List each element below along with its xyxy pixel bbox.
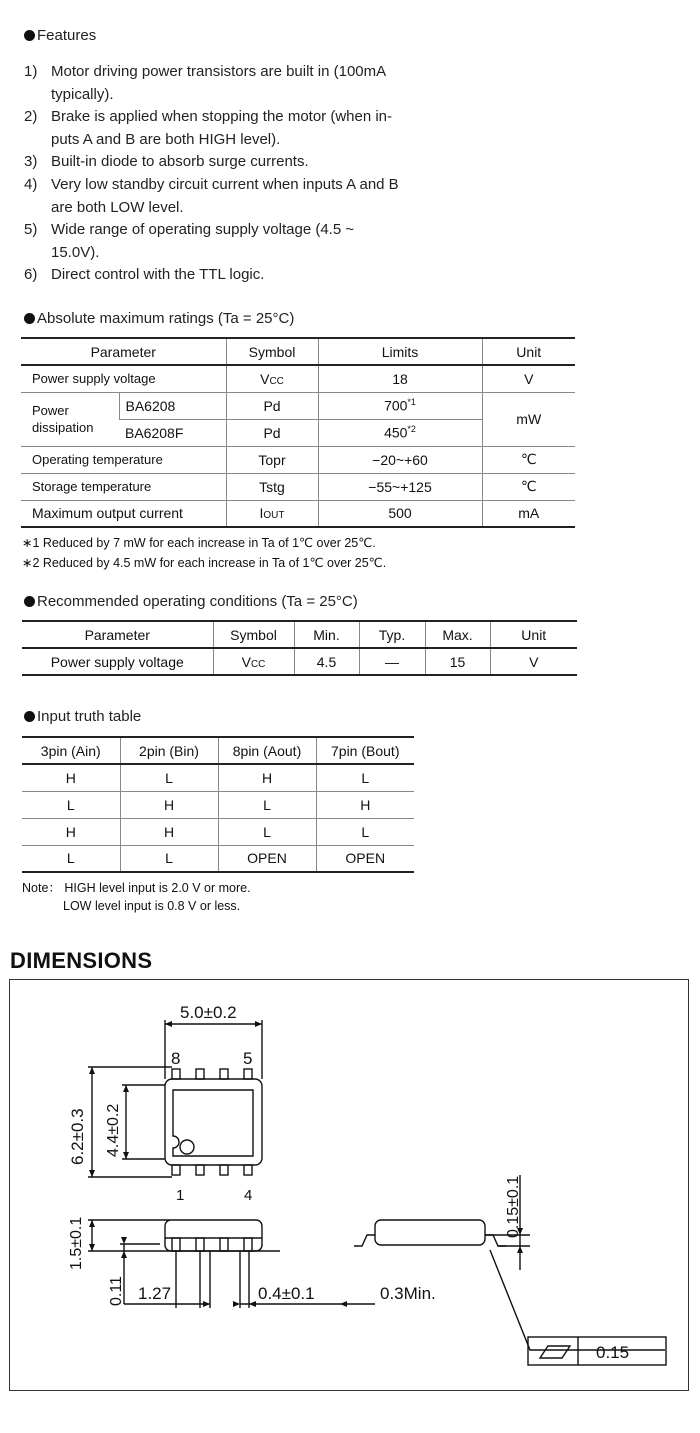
abs-max-heading: Absolute maximum ratings (Ta = 25°C) [24, 310, 294, 327]
bullet-icon [24, 711, 35, 722]
recommended-table [22, 620, 577, 676]
footnote-2: ∗2 Reduced by 4.5 mW for each increase in Ta of 1℃ over 25℃. [22, 556, 387, 570]
dim-lead-width: 0.4±0.1 [258, 1284, 315, 1303]
header-unit: Unit [482, 338, 575, 365]
bullet-icon [24, 30, 35, 41]
header-unit: Unit [490, 621, 577, 648]
symbol-iout: IOUT [226, 500, 318, 527]
dim-height-outer: 6.2±0.3 [68, 1108, 87, 1165]
table-row: L H L H [22, 791, 414, 818]
table-row: Power supply voltage VCC 4.5 — 15 V [22, 648, 577, 675]
table-row: Power dissipation BA6208 Pd 700$^{*1}$ mW [21, 392, 575, 419]
dimensions-heading: DIMENSIONS [10, 948, 153, 973]
dim-lead-length: 0.3Min. [380, 1284, 436, 1303]
symbol-vcc: VCC [226, 365, 318, 392]
table-row: L L OPEN OPEN [22, 845, 414, 872]
truth-heading: Input truth table [24, 708, 141, 725]
dimensions-drawing-frame [9, 979, 689, 1391]
table-row: Power supply voltage VCC 18 V [21, 365, 575, 392]
table-row: Operating temperature Topr −20~+60 ℃ [21, 446, 575, 473]
pin-label-5: 5 [243, 1049, 253, 1068]
limits-pd-2: 450$^{*2}$ [318, 419, 482, 446]
dim-width: 5.0±0.2 [180, 1003, 237, 1022]
truth-note: Note： HIGH level input is 2.0 V or more. [22, 881, 251, 895]
dim-thickness: 1.5±0.1 [68, 1216, 85, 1270]
table-row: Maximum output current IOUT 500 mA [21, 500, 575, 527]
table-row: H H L L [22, 818, 414, 845]
param-power-dissipation: Power dissipation [21, 392, 119, 446]
limits-pd-1: 700$^{*1}$ [318, 392, 482, 419]
features-heading: Features [24, 27, 96, 44]
header-min: Min. [294, 621, 359, 648]
recommended-heading: Recommended operating conditions (Ta = 25°C) [24, 593, 358, 610]
header-limits: Limits [318, 338, 482, 365]
dim-flatness: 0.15 [596, 1343, 630, 1362]
footnote-1: ∗1 Reduced by 7 mW for each increase in Ta of 1℃ over 25℃. [22, 536, 376, 550]
header-parameter: Parameter [21, 338, 226, 365]
truth-note-line2: LOW level input is 0.8 V or less. [63, 899, 241, 913]
feature-item: 2) Brake is applied when stopping the motor (when in- puts A and B are both HIGH level). [24, 108, 393, 148]
feature-item: 4) Very low standby circuit current when inputs A and B are both LOW level. [24, 175, 399, 216]
package-drawing [10, 980, 688, 1390]
dim-lead-thickness: 0.15±0.1 [505, 1175, 522, 1238]
header-parameter: Parameter [22, 621, 213, 648]
header-symbol: Symbol [226, 338, 318, 365]
dim-height-inner: 4.4±0.2 [105, 1103, 122, 1157]
truth-table: 3pin (Ain) 2pin (Bin) 8pin (Aout) 7pin (Bout) H L H L L H L H H H L L L L OPEN OPEN [22, 736, 414, 873]
pin-label-4: 4 [244, 1187, 253, 1204]
dim-pitch: 1.27 [138, 1284, 172, 1303]
table-row: H L H L [22, 764, 414, 791]
dim-standoff: 0.11 [108, 1276, 125, 1306]
header-symbol: Symbol [213, 621, 294, 648]
bullet-icon [24, 596, 35, 607]
pin-label-8: 8 [171, 1049, 181, 1068]
features-list [24, 61, 424, 287]
feature-item: 3) Built-in diode to absorb surge currents. [24, 153, 309, 171]
bullet-icon [24, 313, 35, 324]
feature-item: 5) Wide range of operating supply voltage (4.5 ~ 15.0V). [24, 221, 355, 261]
table-row: Storage temperature Tstg −55~+125 ℃ [21, 473, 575, 500]
feature-item: 1) Motor driving power transistors are built in (100mA typically). [24, 63, 387, 103]
pin-label-1: 1 [176, 1187, 185, 1204]
header-max: Max. [425, 621, 490, 648]
symbol-vcc: VCC [213, 648, 294, 675]
header-typ: Typ. [359, 621, 425, 648]
abs-max-table [21, 337, 575, 528]
feature-item: 6) Direct control with the TTL logic. [24, 266, 265, 284]
table-row: BA6208F Pd 450$^{*2}$ [21, 419, 575, 446]
